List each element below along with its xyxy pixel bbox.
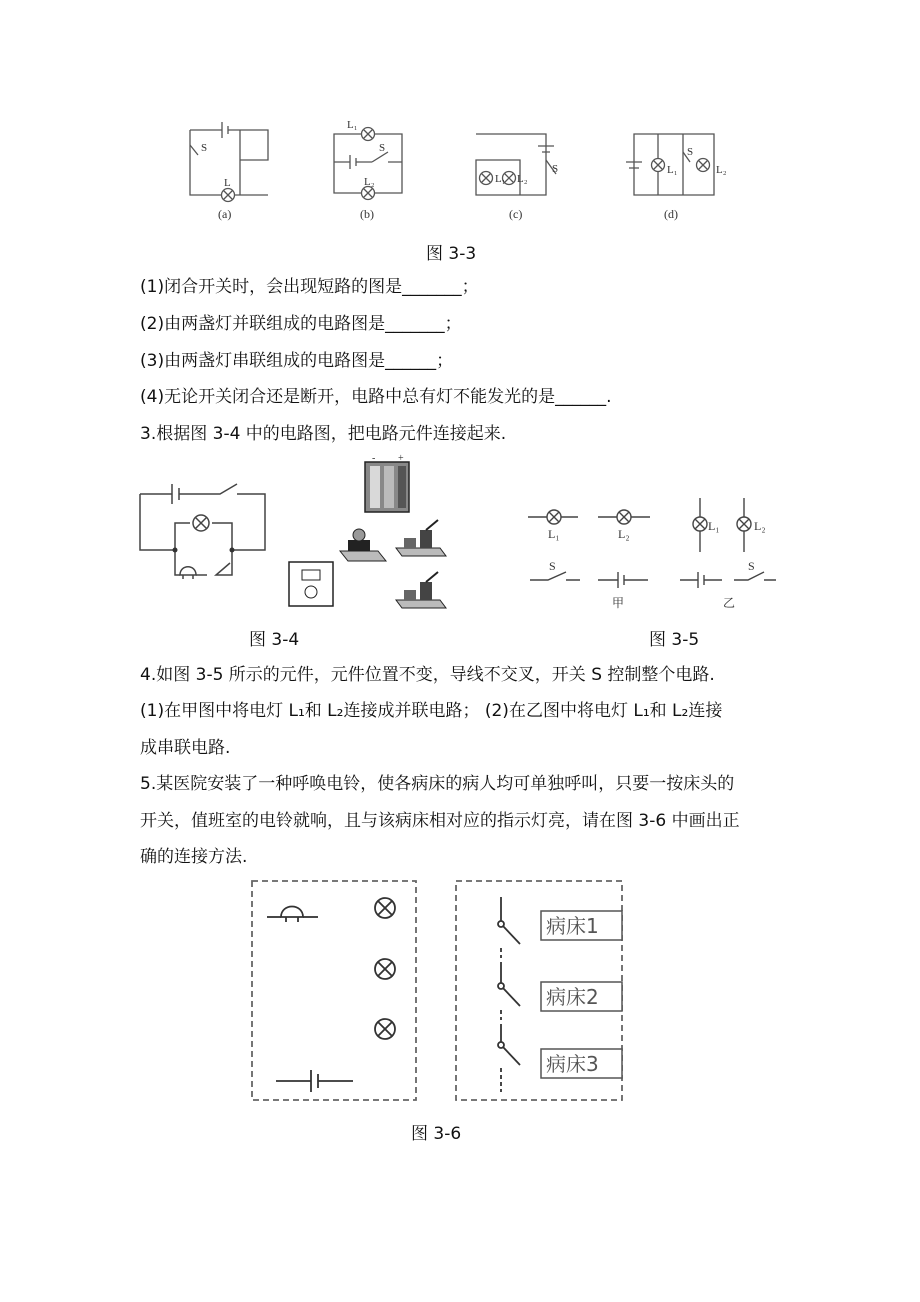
svg-text:-: - bbox=[372, 453, 376, 464]
question-4-cont: 成串联电路. bbox=[140, 738, 231, 758]
label-l2-d: L₂ bbox=[716, 164, 727, 176]
question-5-line3: 确的连接方法. bbox=[140, 847, 248, 867]
bed-switch-2 bbox=[498, 962, 520, 1020]
label-l2-jia: L₂ bbox=[618, 527, 630, 541]
label-s-jia: S bbox=[549, 559, 556, 573]
label-l1-jia: L₁ bbox=[548, 527, 560, 541]
caption-3-4: 图 3-4 bbox=[249, 630, 300, 650]
label-s-yi: S bbox=[748, 559, 755, 573]
label-b: (b) bbox=[360, 207, 374, 221]
label-s-a: S bbox=[201, 142, 208, 154]
label-l1-b: L₁ bbox=[347, 119, 358, 131]
bed-switch-1 bbox=[498, 897, 520, 958]
lamp-symbol-3 bbox=[375, 1019, 395, 1039]
bulb-holder-image bbox=[340, 529, 386, 561]
label-s-d: S bbox=[687, 146, 694, 158]
label-l2-yi: L₂ bbox=[754, 519, 766, 533]
circuit-c bbox=[476, 134, 559, 195]
figure-3-3 bbox=[0, 0, 920, 230]
bed-label-2: 病床2 bbox=[546, 985, 599, 1009]
battery-image bbox=[365, 453, 409, 512]
figure-3-5-jia bbox=[528, 510, 650, 588]
label-a: (a) bbox=[218, 207, 232, 221]
question-heading-4: 4.如图 3-5 所示的元件，元件位置不变，导线不交叉，开关 S 控制整个电路. bbox=[140, 665, 715, 685]
label-yi: 乙 bbox=[723, 596, 736, 610]
label-l-a: L bbox=[224, 177, 231, 189]
figure-3-5-yi bbox=[680, 498, 776, 588]
svg-text:+: + bbox=[398, 453, 404, 464]
figure-3-6 bbox=[0, 875, 920, 1115]
question-5-line2: 开关，值班室的电铃就响，且与该病床相对应的指示灯亮，请在图 3-6 中画出正 bbox=[140, 811, 740, 831]
label-l2-c: L₂ bbox=[517, 173, 528, 185]
label-l2-b: L₂ bbox=[364, 176, 375, 188]
lamp-symbol-2 bbox=[375, 959, 395, 979]
label-l1-yi: L₁ bbox=[708, 519, 720, 533]
label-jia: 甲 bbox=[612, 596, 625, 610]
label-d: (d) bbox=[664, 207, 678, 221]
label-l1-c: L₁ bbox=[495, 173, 506, 185]
caption-3-5: 图 3-5 bbox=[649, 630, 700, 650]
figure-3-4 bbox=[0, 455, 920, 635]
label-s-b: S bbox=[379, 142, 386, 154]
bell-image bbox=[289, 562, 333, 606]
bed-label-1: 病床1 bbox=[546, 914, 599, 938]
question-heading-3: 3.根据图 3-4 中的电路图，把电路元件连接起来. bbox=[140, 424, 507, 444]
question-1: (1)闭合开关时，会出现短路的图是_______； bbox=[140, 277, 479, 297]
bed-label-3: 病床3 bbox=[546, 1052, 599, 1076]
bell-symbol bbox=[267, 907, 318, 923]
bed-switch-3 bbox=[498, 1024, 520, 1092]
caption-3-3: 图 3-3 bbox=[426, 244, 477, 264]
question-heading-5: 5.某医院安装了一种呼唤电铃，使各病床的病人均可单独呼叫，只要一按床头的 bbox=[140, 774, 735, 794]
circuit-diagram-3-4 bbox=[140, 484, 265, 579]
battery-symbol bbox=[276, 1070, 353, 1092]
question-2: (2)由两盏灯并联组成的电路图是_______； bbox=[140, 314, 462, 334]
question-4-part: (1)在甲图中将电灯 L₁和 L₂连接成并联电路； (2)在乙图中将电灯 L₁和 L₂连接 bbox=[140, 701, 723, 721]
switch-image-1 bbox=[396, 520, 446, 556]
label-c: (c) bbox=[509, 207, 523, 221]
question-3: (3)由两盏灯串联组成的电路图是______； bbox=[140, 351, 454, 371]
lamp-symbol-1 bbox=[375, 898, 395, 918]
circuit-a bbox=[190, 122, 268, 202]
label-s-c: S bbox=[552, 163, 559, 175]
caption-3-6: 图 3-6 bbox=[411, 1124, 462, 1144]
circuit-b bbox=[334, 128, 402, 200]
switch-image-2 bbox=[396, 572, 446, 608]
label-l1-d: L₁ bbox=[667, 164, 678, 176]
question-4: (4)无论开关闭合还是断开，电路中总有灯不能发光的是______. bbox=[140, 387, 612, 407]
nodes bbox=[173, 548, 235, 553]
